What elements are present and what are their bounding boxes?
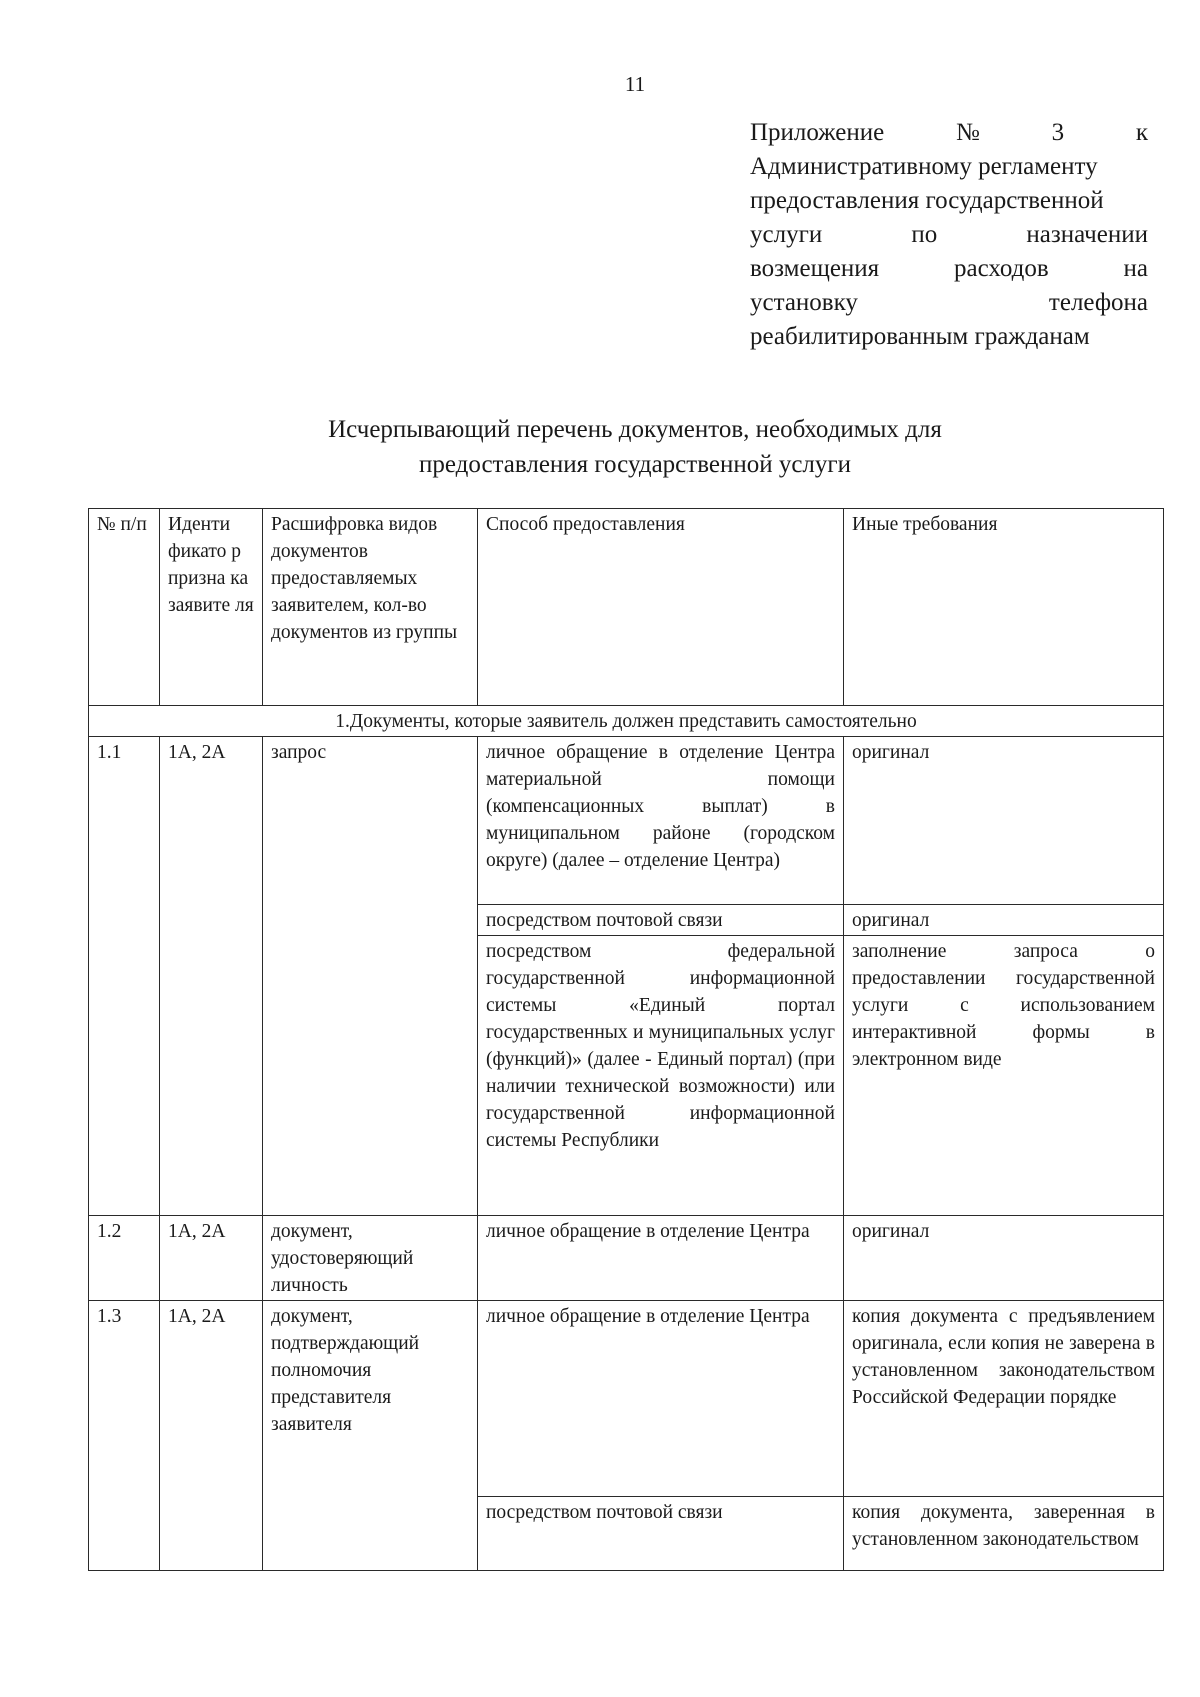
header-method: Способ предоставления — [478, 509, 844, 706]
appendix-word: 3 — [1051, 119, 1065, 146]
appendix-word: № — [955, 119, 980, 146]
table-row — [89, 737, 1164, 905]
row-method: личное обращение в отделение Центра — [478, 1216, 844, 1301]
appendix-word: возмещения — [750, 255, 880, 282]
table-row — [89, 1301, 1164, 1497]
row-num: 1.1 — [89, 737, 160, 1216]
title-line-1: Исчерпывающий перечень документов, необходимых для — [328, 416, 942, 443]
appendix-word: назначении — [1026, 221, 1148, 248]
row-identifier: 1А, 2А — [160, 1301, 263, 1571]
row-num: 1.2 — [89, 1216, 160, 1301]
row-method: личное обращение в отделение Центра — [478, 1301, 844, 1497]
header-num: № п/п — [89, 509, 160, 706]
appendix-word: к — [1135, 119, 1148, 146]
document-title — [0, 412, 1200, 482]
row-other: копия документа, заверенная в установленном законодательством — [844, 1497, 1164, 1571]
section-title: 1.Документы, которые заявитель должен представить самостоятельно — [89, 706, 1164, 737]
header-other: Иные требования — [844, 509, 1164, 706]
row-other: заполнение запроса о предоставлении государственной услуги с использованием интерактивной формы в электронном виде — [844, 936, 1164, 1216]
appendix-word: расходов — [953, 255, 1049, 282]
row-method: посредством федеральной государственной информационной системы «Единый портал государственных и муниципальных услуг (функций)» (далее - Единый портал) (при наличии технической возможности) или государственной информационной системы Республики — [478, 936, 844, 1216]
row-method: личное обращение в отделение Центра материальной помощи (компенсационных выплат) в муниципальном районе (городском округе) (далее – отделение Центра) — [478, 737, 844, 905]
row-other: оригинал — [844, 905, 1164, 936]
table-header-row — [89, 509, 1164, 706]
row-identifier: 1А, 2А — [160, 737, 263, 1216]
appendix-line-6 — [750, 286, 1148, 320]
appendix-word: на — [1123, 255, 1148, 282]
row-decoding: документ, удостоверяющий личность — [263, 1216, 478, 1301]
table-row — [89, 1216, 1164, 1301]
row-num: 1.3 — [89, 1301, 160, 1571]
appendix-line-5 — [750, 252, 1148, 286]
row-decoding: документ, подтверждающий полномочия представителя заявителя — [263, 1301, 478, 1571]
documents-table — [88, 508, 1164, 1571]
appendix-word: по — [911, 221, 938, 248]
appendix-word: Приложение — [750, 119, 885, 146]
appendix-word: телефона — [1048, 289, 1148, 316]
title-line-2: предоставления государственной услуги — [418, 451, 852, 478]
row-other: копия документа с предъявлением оригинала, если копия не заверена в установленном законодательством Российской Федерации порядке — [844, 1301, 1164, 1497]
header-identifier: Иденти фикато р призна ка заявите ля — [160, 509, 263, 706]
row-method: посредством почтовой связи — [478, 1497, 844, 1571]
appendix-line-4 — [750, 218, 1148, 252]
page-number: 11 — [624, 72, 646, 96]
appendix-header — [750, 116, 1148, 354]
appendix-line-1 — [750, 116, 1148, 150]
appendix-line-2: Административному регламенту — [750, 153, 1098, 180]
row-decoding: запрос — [263, 737, 478, 1216]
row-other: оригинал — [844, 737, 1164, 905]
appendix-word: установку — [750, 289, 858, 316]
row-method: посредством почтовой связи — [478, 905, 844, 936]
appendix-line-7: реабилитированным гражданам — [750, 323, 1090, 350]
appendix-line-3: предоставления государственной — [750, 187, 1104, 214]
row-other: оригинал — [844, 1216, 1164, 1301]
appendix-word: услуги — [750, 221, 823, 248]
row-identifier: 1А, 2А — [160, 1216, 263, 1301]
section-row — [89, 706, 1164, 737]
header-decoding: Расшифровка видов документов предоставляемых заявителем, кол-во документов из группы — [263, 509, 478, 706]
